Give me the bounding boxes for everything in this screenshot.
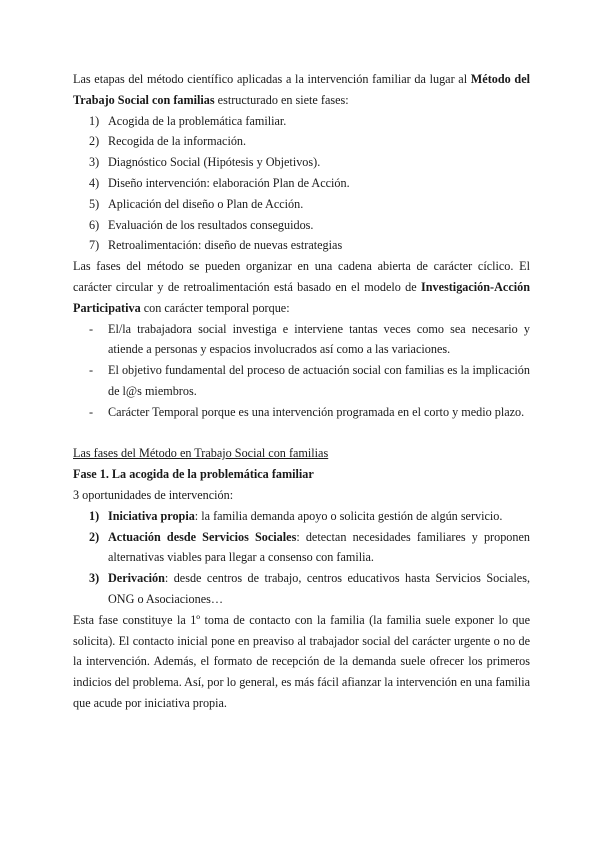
list-item-text: Diseño intervención: elaboración Plan de Acción.: [108, 175, 350, 190]
list-item-text: Aplicación del diseño o Plan de Acción.: [108, 196, 304, 211]
intro-bold-term: Método del Trabajo Social con familias: [73, 72, 530, 107]
intro-text-end: estructurado en siete fases:: [214, 92, 349, 107]
characteristics-list: [73, 319, 530, 423]
list-item-text: Recogida de la información.: [108, 134, 247, 149]
list-item: [73, 402, 530, 423]
list-number: 1): [89, 508, 100, 523]
list-number: 3): [89, 155, 100, 170]
intro-paragraph: [73, 69, 530, 111]
list-item-text: : detectan necesidades familiares y proponen alternativas viables para llegar a consenso con familia.: [108, 529, 530, 565]
list-item: [73, 111, 530, 132]
list-item-text: El objetivo fundamental del proceso de actuación social con familias es la implicación de l@s miembros.: [108, 363, 530, 398]
opportunity-term: Actuación desde Servicios Sociales: [108, 529, 297, 544]
list-item-text: Evaluación de los resultados conseguidos.: [108, 217, 314, 232]
dash-bullet: -: [89, 321, 94, 336]
list-item: [73, 194, 530, 215]
list-item: [73, 527, 530, 569]
cycle-text-end: con carácter temporal porque:: [140, 300, 290, 315]
list-item-text: Acogida de la problemática familiar.: [108, 113, 287, 128]
list-item-text: Diagnóstico Social (Hipótesis y Objetivos).: [108, 155, 321, 170]
cycle-text: Las fases del método se pueden organizar en una cadena abierta de carácter cíclico. El carácter circular y de retroalimentación está basado en el modelo de: [73, 259, 530, 294]
list-number: 6): [89, 217, 100, 232]
phase-heading: [73, 464, 530, 485]
list-item: [73, 215, 530, 236]
opportunity-term: Iniciativa propia: [108, 508, 195, 523]
list-number: 1): [89, 113, 100, 128]
opportunities-intro: 3 oportunidades de intervención:: [73, 487, 234, 502]
list-item: [73, 235, 530, 256]
list-item: [73, 568, 530, 610]
dash-bullet: -: [89, 404, 94, 419]
paragraph-gap: [73, 423, 530, 444]
cycle-bold-term: Investigación-Acción Participativa: [73, 279, 530, 315]
list-item-text: Carácter Temporal porque es una intervención programada en el corto y medio plazo.: [108, 404, 525, 419]
list-number: 4): [89, 175, 100, 190]
list-number: 5): [89, 196, 100, 211]
section-title: Las fases del Método en Trabajo Social con familias: [73, 446, 329, 461]
list-number: 2): [89, 529, 100, 544]
list-number: 2): [89, 134, 100, 149]
phase-heading-text: Fase 1. La acogida de la problemática familiar: [73, 467, 314, 482]
list-number: 3): [89, 571, 100, 586]
list-item: [73, 506, 530, 527]
method-steps-list: [73, 111, 530, 257]
list-item-text: : la familia demanda apoyo o solicita gestión de algún servicio.: [194, 508, 503, 523]
intro-text: Las etapas del método científico aplicadas a la intervención familiar da lugar al: [73, 72, 471, 86]
list-item: [73, 152, 530, 173]
dash-bullet: -: [89, 363, 94, 378]
opportunities-list: [73, 506, 530, 610]
list-item: [73, 173, 530, 194]
list-item: [73, 360, 530, 402]
list-item-text: Retroalimentación: diseño de nuevas estrategias: [108, 238, 343, 253]
opportunity-term: Derivación: [108, 571, 165, 586]
list-item-text: El/la trabajadora social investiga e interviene tantas veces como sea necesario y atiende a personas y espacios involucrados así como a las variaciones.: [108, 321, 530, 357]
list-item: [73, 131, 530, 152]
cycle-paragraph: [73, 256, 530, 318]
list-number: 7): [89, 238, 100, 253]
list-item: [73, 319, 530, 361]
closing-paragraph: Esta fase constituye la 1º toma de contacto con la familia (la familia suele exponer lo que solicita). El contacto inicial pone en preaviso al trabajador social del carácter urgente o no de la intervención. Además, el formato de recepción de la demanda suele ofrecer los primeros indicios del problema. Así, por lo general, es más fácil afianzar la intervención en una familia que acude por iniciativa propia.: [73, 612, 530, 710]
list-item-text: : desde centros de trabajo, centros educativos hasta Servicios Sociales, ONG o Asociaciones…: [108, 571, 530, 606]
document-page: [73, 69, 530, 714]
